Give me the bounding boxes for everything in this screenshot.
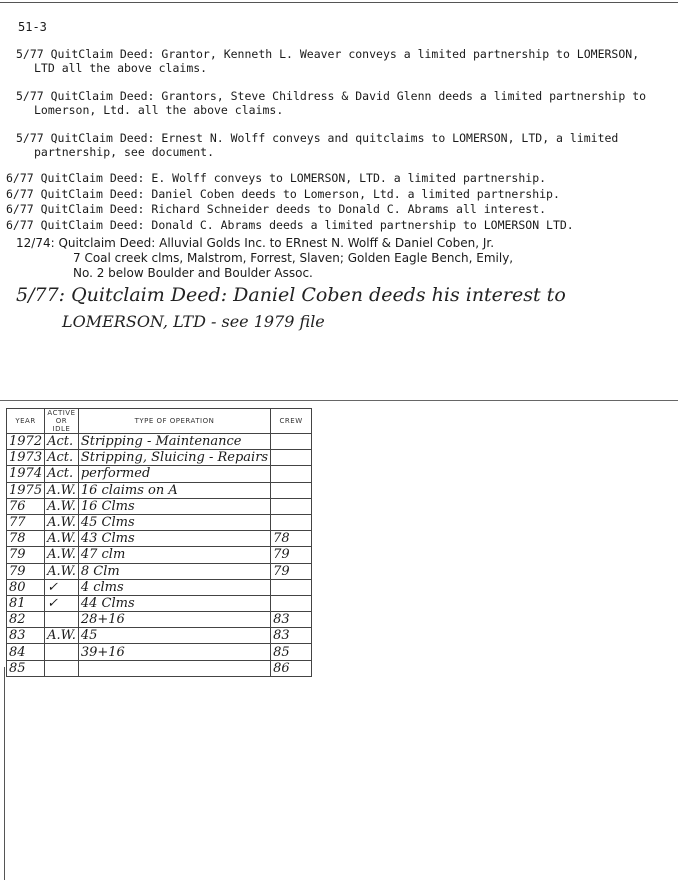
year-cell: 80 xyxy=(7,579,45,595)
status-cell: Act. xyxy=(45,466,79,482)
year-cell: 79 xyxy=(7,547,45,563)
year-cell: 81 xyxy=(7,595,45,611)
deed-entry-weaver xyxy=(16,47,666,75)
year-cell: 1972 xyxy=(7,434,45,450)
table-row xyxy=(7,595,312,611)
top-edge-rule xyxy=(0,2,678,3)
year-cell: 79 xyxy=(7,563,45,579)
table-row xyxy=(7,434,312,450)
page-number: 51-3 xyxy=(18,20,47,34)
crew-cell xyxy=(271,466,312,482)
entry-line: 7 Coal creek clms, Malstrom, Forrest, Slaven; Golden Eagle Bench, Emily, xyxy=(73,251,514,265)
table-row xyxy=(7,628,312,644)
year-cell: 85 xyxy=(7,660,45,676)
section-divider xyxy=(0,400,678,401)
type-cell: Stripping - Maintenance xyxy=(78,434,270,450)
type-cell: 39+16 xyxy=(78,644,270,660)
year-cell: 82 xyxy=(7,612,45,628)
table-row xyxy=(7,660,312,676)
type-cell: 44 Clms xyxy=(78,595,270,611)
crew-cell xyxy=(271,498,312,514)
status-cell xyxy=(45,612,79,628)
entry-line: 6/77 QuitClaim Deed: Richard Schneider deeds to Donald C. Abrams all interest. xyxy=(6,202,547,216)
operations-table xyxy=(6,408,312,677)
crew-cell: 85 xyxy=(271,644,312,660)
crew-cell: 83 xyxy=(271,612,312,628)
type-cell: 4 clms xyxy=(78,579,270,595)
type-cell: 47 clm xyxy=(78,547,270,563)
status-cell: Act. xyxy=(45,434,79,450)
year-cell: 1974 xyxy=(7,466,45,482)
crew-cell xyxy=(271,434,312,450)
entry-line: No. 2 below Boulder and Boulder Assoc. xyxy=(73,266,313,280)
status-cell: A.W. xyxy=(45,531,79,547)
status-cell: A.W. xyxy=(45,628,79,644)
type-cell: performed xyxy=(78,466,270,482)
col-header-crew: CREW xyxy=(271,409,312,434)
entry-line: LTD all the above claims. xyxy=(34,61,208,75)
entry-line: 6/77 QuitClaim Deed: E. Wolff conveys to LOMERSON, LTD. a limited partnership. xyxy=(6,171,547,185)
table-row xyxy=(7,466,312,482)
col-header-type: TYPE OF OPERATION xyxy=(78,409,270,434)
type-cell: 16 Clms xyxy=(78,498,270,514)
entry-line: partnership, see document. xyxy=(34,145,215,159)
year-cell: 76 xyxy=(7,498,45,514)
table-row xyxy=(7,547,312,563)
margin-rule xyxy=(4,667,5,880)
entry-line: 12/74: Quitclaim Deed: Alluvial Golds Inc. to ERnest N. Wolff & Daniel Coben, Jr. xyxy=(16,236,495,250)
entry-line: 6/77 QuitClaim Deed: Donald C. Abrams deeds a limited partnership to LOMERSON LTD. xyxy=(6,217,574,232)
table-row xyxy=(7,563,312,579)
table-row xyxy=(7,482,312,498)
type-cell xyxy=(78,660,270,676)
entry-line: 5/77 QuitClaim Deed: Grantor, Kenneth L. Weaver conveys a limited partnership to LOMERSON, xyxy=(16,47,640,61)
status-cell: A.W. xyxy=(45,514,79,530)
year-cell: 1973 xyxy=(7,450,45,466)
crew-cell xyxy=(271,514,312,530)
year-cell: 1975 xyxy=(7,482,45,498)
entry-line: 5/77 QuitClaim Deed: Grantors, Steve Childress & David Glenn deeds a limited partnership to xyxy=(16,89,647,103)
type-cell: 45 Clms xyxy=(78,514,270,530)
type-cell: 16 claims on A xyxy=(78,482,270,498)
status-cell: A.W. xyxy=(45,547,79,563)
year-cell: 83 xyxy=(7,628,45,644)
type-cell: 43 Clms xyxy=(78,531,270,547)
deed-entry-1274 xyxy=(16,236,666,281)
status-cell: ✓ xyxy=(45,595,79,611)
table-row xyxy=(7,514,312,530)
crew-cell xyxy=(271,595,312,611)
status-cell: ✓ xyxy=(45,579,79,595)
deed-entries-june-77 xyxy=(6,171,656,233)
crew-cell xyxy=(271,450,312,466)
table-row xyxy=(7,579,312,595)
status-cell xyxy=(45,660,79,676)
table-row xyxy=(7,450,312,466)
year-cell: 84 xyxy=(7,644,45,660)
status-cell: A.W. xyxy=(45,498,79,514)
handwritten-note-line: 5/77: Quitclaim Deed: Daniel Coben deeds his interest to xyxy=(16,284,566,306)
crew-cell: 79 xyxy=(271,563,312,579)
type-cell: 45 xyxy=(78,628,270,644)
status-cell: Act. xyxy=(45,450,79,466)
table-row xyxy=(7,612,312,628)
status-cell: A.W. xyxy=(45,563,79,579)
table-row xyxy=(7,531,312,547)
deed-entry-wolff xyxy=(16,131,666,159)
year-cell: 78 xyxy=(7,531,45,547)
deed-entry-childress-glenn xyxy=(16,89,666,117)
type-cell: Stripping, Sluicing - Repairs xyxy=(78,450,270,466)
year-cell: 77 xyxy=(7,514,45,530)
crew-cell: 83 xyxy=(271,628,312,644)
crew-cell: 86 xyxy=(271,660,312,676)
table-row xyxy=(7,498,312,514)
col-header-year: YEAR xyxy=(7,409,45,434)
type-cell: 8 Clm xyxy=(78,563,270,579)
crew-cell xyxy=(271,579,312,595)
entry-line: 6/77 QuitClaim Deed: Daniel Coben deeds to Lomerson, Ltd. a limited partnership. xyxy=(6,186,560,201)
crew-cell xyxy=(271,482,312,498)
type-cell: 28+16 xyxy=(78,612,270,628)
status-cell: A.W. xyxy=(45,482,79,498)
col-header-status: ACTIVE OR IDLE xyxy=(45,409,79,434)
entry-line: Lomerson, Ltd. all the above claims. xyxy=(34,103,284,117)
crew-cell: 78 xyxy=(271,531,312,547)
table-row xyxy=(7,644,312,660)
status-cell xyxy=(45,644,79,660)
crew-cell: 79 xyxy=(271,547,312,563)
entry-line: 5/77 QuitClaim Deed: Ernest N. Wolff conveys and quitclaims to LOMERSON, LTD, a limited xyxy=(16,131,619,145)
handwritten-note-line: LOMERSON, LTD - see 1979 file xyxy=(62,312,325,331)
